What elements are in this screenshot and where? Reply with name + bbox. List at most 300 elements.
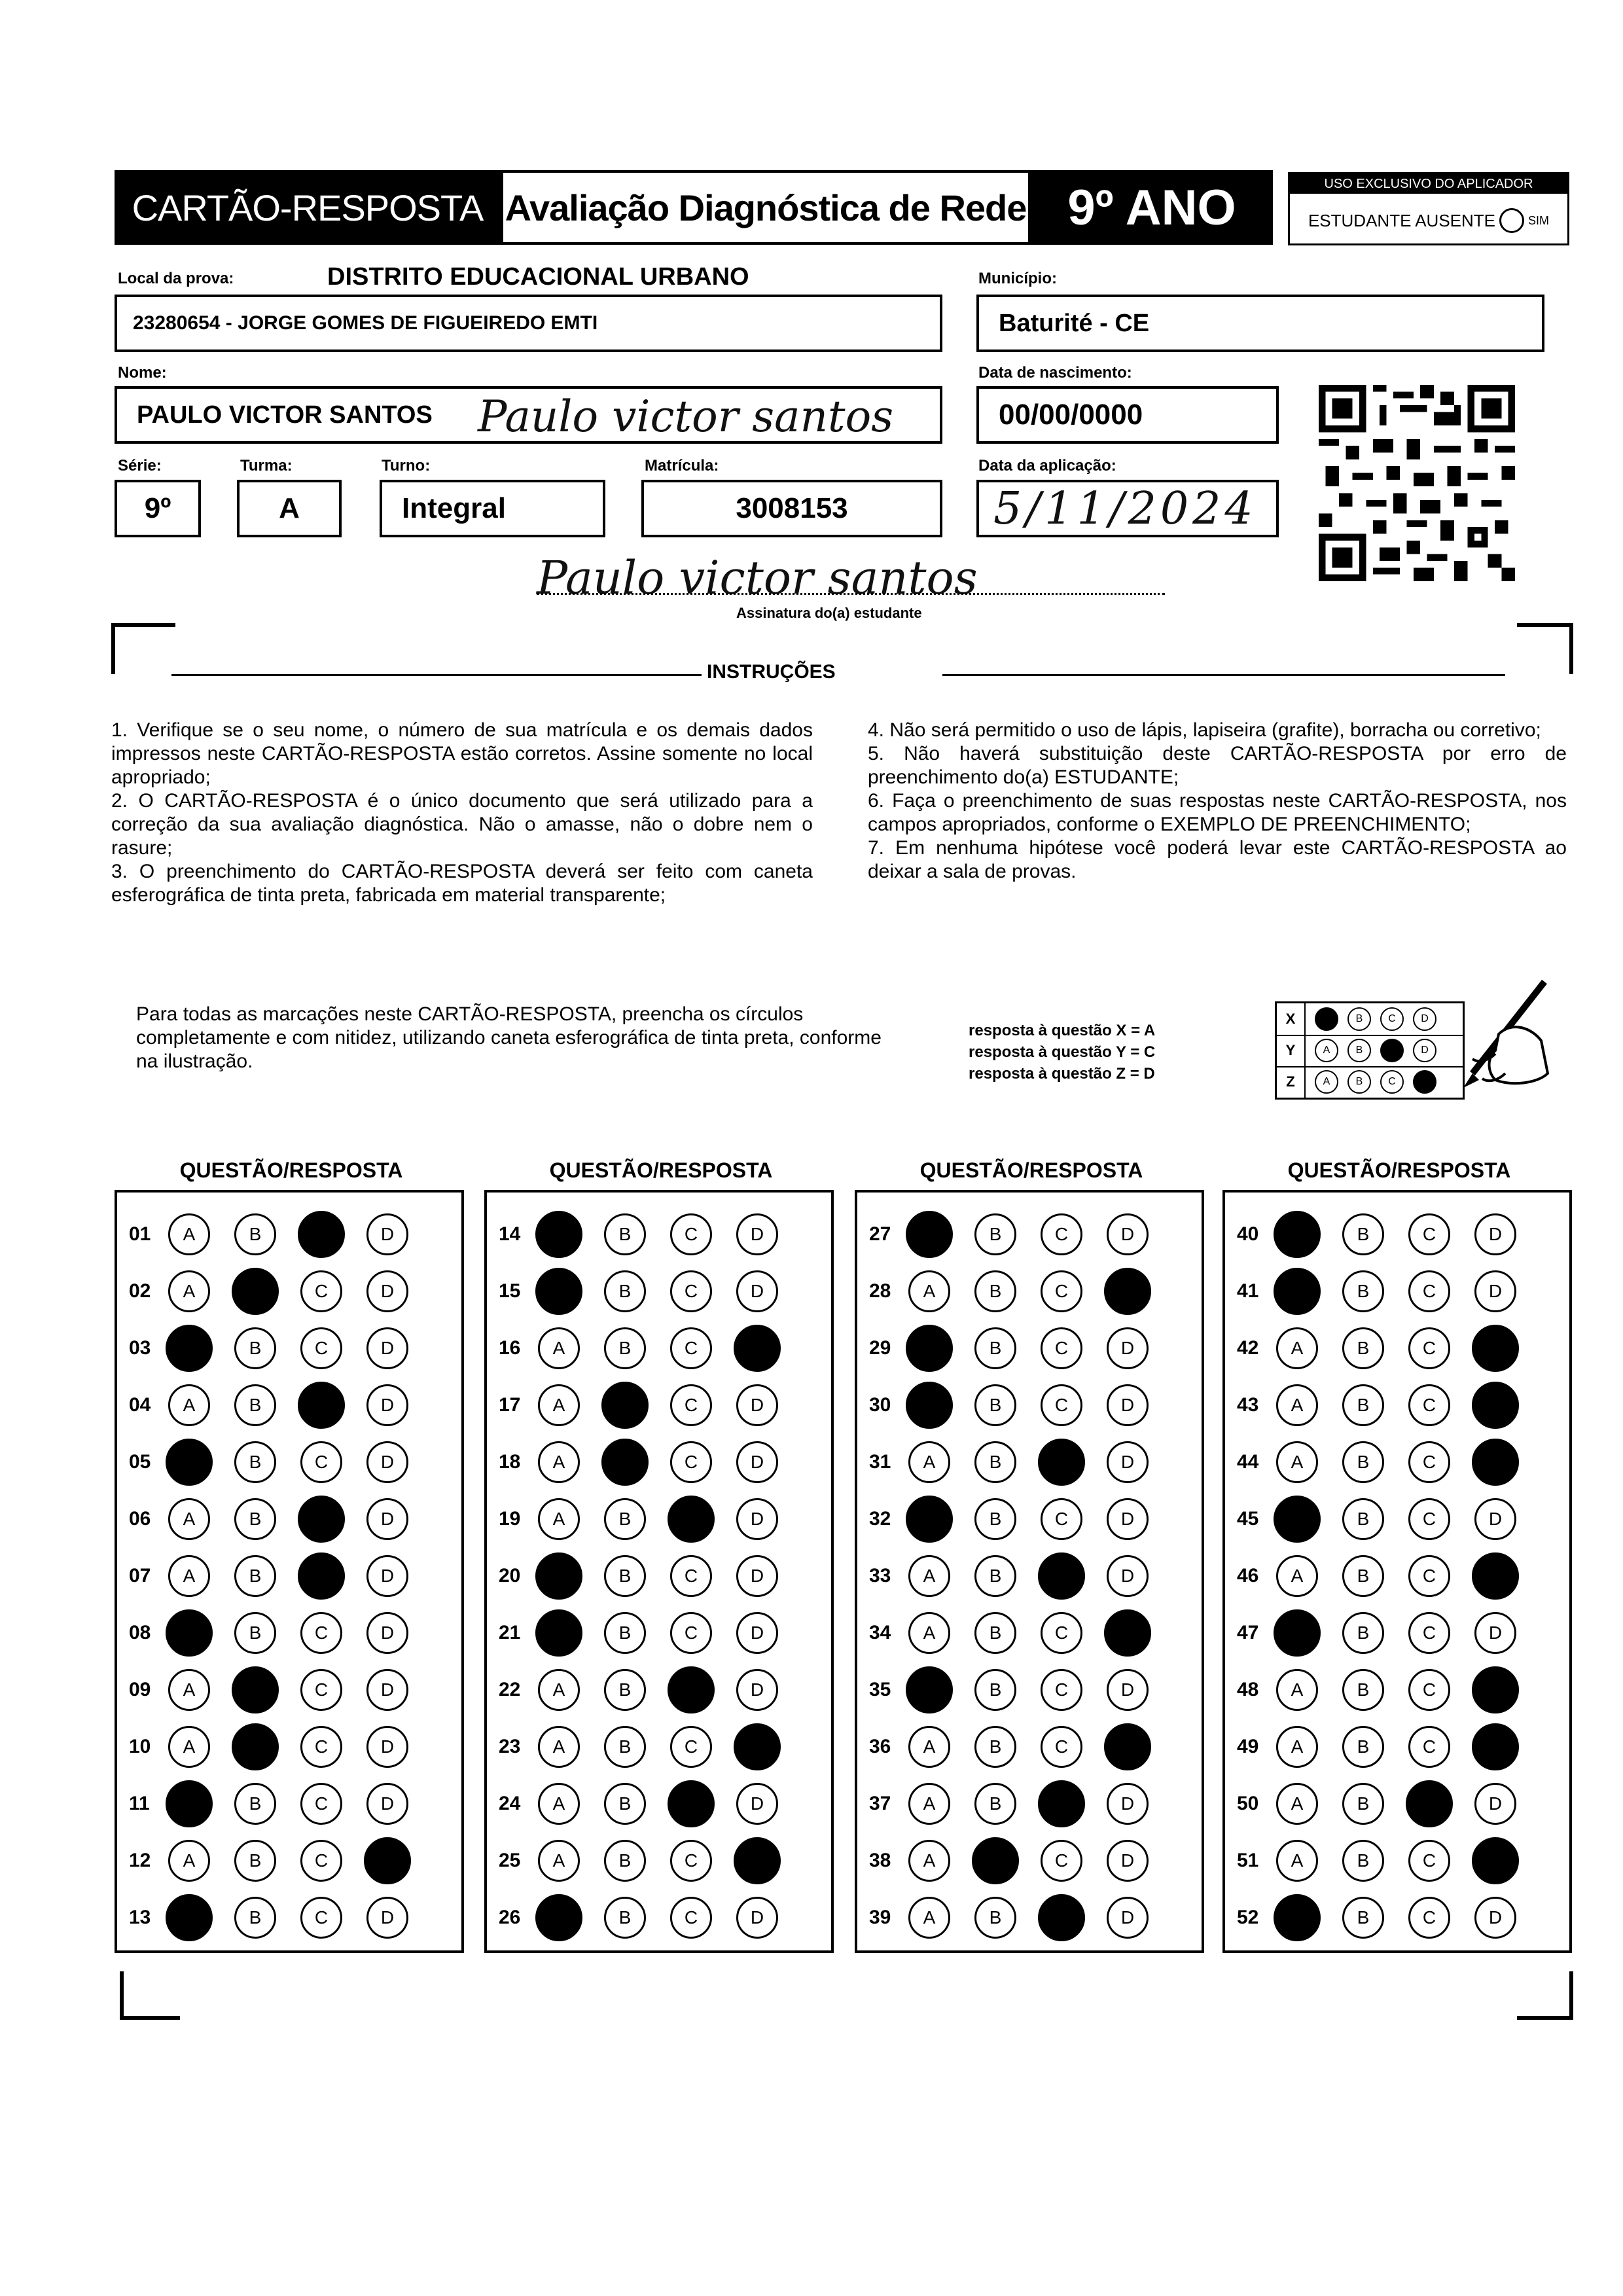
answer-bubble-filled[interactable] xyxy=(232,1268,279,1315)
answer-bubble-filled[interactable] xyxy=(1038,1552,1085,1600)
answer-bubble-filled[interactable] xyxy=(601,1382,649,1429)
answer-bubble[interactable]: C xyxy=(1041,1213,1082,1255)
answer-bubble[interactable]: D xyxy=(366,1441,408,1483)
answer-bubble[interactable]: A xyxy=(168,1213,210,1255)
instruction-4: 4. Não será permitido o uso de lápis, lapiseira (grafite), borracha ou corretivo; xyxy=(868,719,1541,741)
answer-bubble[interactable]: B xyxy=(1342,1612,1384,1654)
answer-bubble[interactable]: C xyxy=(300,1612,342,1654)
answer-bubble[interactable]: A xyxy=(538,1726,580,1768)
answer-bubble[interactable]: B xyxy=(1342,1213,1384,1255)
answer-bubble[interactable]: C xyxy=(1408,1897,1450,1939)
answer-bubble-filled[interactable] xyxy=(906,1382,953,1429)
nascimento-box xyxy=(976,386,1279,444)
question-row xyxy=(487,1433,831,1490)
answer-bubble[interactable]: B xyxy=(604,1840,646,1882)
instruction-6: 6. Faça o preenchimento de suas respostas neste CARTÃO-RESPOSTA, nos campos apropriados, conforme o EXEMPLO DE PREENCHIMENTO; xyxy=(868,790,1567,835)
answer-bubble[interactable]: D xyxy=(366,1783,408,1825)
answer-bubble[interactable]: D xyxy=(1474,1213,1516,1255)
serie-box xyxy=(115,480,201,537)
instructions-right xyxy=(868,719,1567,884)
answer-bubble[interactable]: D xyxy=(736,1897,778,1939)
answer-bubble[interactable]: D xyxy=(366,1726,408,1768)
answer-bubble[interactable]: A xyxy=(168,1384,210,1426)
question-number: 16 xyxy=(499,1336,521,1359)
answer-bubble[interactable]: D xyxy=(366,1612,408,1654)
answer-bubble[interactable]: B xyxy=(234,1213,276,1255)
answer-bubble[interactable]: B xyxy=(974,1270,1016,1312)
answer-bubble-filled[interactable] xyxy=(1274,1211,1321,1258)
answer-bubble[interactable]: C xyxy=(1408,1669,1450,1711)
nome-value: PAULO VICTOR SANTOS xyxy=(137,401,433,429)
grade-badge: 9º ANO xyxy=(1031,170,1273,245)
question-row xyxy=(117,1604,461,1661)
answer-bubble-filled[interactable] xyxy=(1104,1723,1151,1770)
answer-bubble[interactable]: B xyxy=(1342,1897,1384,1939)
question-number: 12 xyxy=(129,1849,151,1871)
instruction-3: 3. O preenchimento do CARTÃO-RESPOSTA deverá ser feito com caneta esferográfica de tinta preta, fabricada em material transparente; xyxy=(111,861,813,906)
question-number: 22 xyxy=(499,1678,521,1700)
card-title: CARTÃO-RESPOSTA xyxy=(115,170,501,245)
answer-bubble-filled[interactable] xyxy=(734,1723,781,1770)
example-bubble: A xyxy=(1315,1070,1338,1094)
answer-bubble[interactable]: C xyxy=(300,1669,342,1711)
answer-bubble-filled[interactable] xyxy=(535,1609,582,1657)
answer-bubble[interactable]: D xyxy=(1474,1270,1516,1312)
question-number: 49 xyxy=(1237,1735,1259,1757)
answer-bubble[interactable]: C xyxy=(1408,1327,1450,1369)
nascimento-label: Data de nascimento: xyxy=(978,364,1132,382)
answer-bubble-filled[interactable] xyxy=(734,1837,781,1884)
answer-bubble[interactable]: B xyxy=(1342,1441,1384,1483)
question-row xyxy=(857,1206,1202,1263)
answer-bubble-filled[interactable] xyxy=(668,1780,715,1827)
answer-bubble-filled[interactable] xyxy=(1472,1325,1519,1372)
answer-bubble[interactable]: B xyxy=(604,1669,646,1711)
answer-bubble[interactable]: A xyxy=(168,1555,210,1597)
question-row xyxy=(487,1490,831,1547)
answer-bubble[interactable]: B xyxy=(234,1555,276,1597)
answer-bubble[interactable]: B xyxy=(974,1726,1016,1768)
answer-column xyxy=(1222,1190,1572,1953)
answer-bubble[interactable]: C xyxy=(1408,1612,1450,1654)
local-label: Local da prova: xyxy=(118,270,234,287)
answer-bubble[interactable]: D xyxy=(1107,1384,1149,1426)
answer-bubble[interactable]: D xyxy=(1107,1783,1149,1825)
serie-value: 9º xyxy=(144,492,171,524)
answer-bubble[interactable]: B xyxy=(974,1327,1016,1369)
question-number: 52 xyxy=(1237,1906,1259,1928)
question-row xyxy=(857,1832,1202,1889)
answer-bubble[interactable]: A xyxy=(908,1441,950,1483)
answer-bubble[interactable]: B xyxy=(234,1897,276,1939)
answer-bubble[interactable]: C xyxy=(670,1840,712,1882)
answer-bubble[interactable]: B xyxy=(234,1612,276,1654)
answer-bubble-filled[interactable] xyxy=(668,1496,715,1543)
answer-bubble[interactable]: B xyxy=(1342,1669,1384,1711)
answer-bubble[interactable]: B xyxy=(974,1783,1016,1825)
answer-bubble-filled[interactable] xyxy=(906,1325,953,1372)
answer-bubble-filled[interactable] xyxy=(1038,1894,1085,1941)
answer-bubble[interactable]: A xyxy=(1276,1669,1318,1711)
question-number: 32 xyxy=(869,1507,891,1530)
answer-bubble-filled[interactable] xyxy=(298,1552,345,1600)
answer-bubble[interactable]: D xyxy=(366,1270,408,1312)
question-number: 05 xyxy=(129,1450,151,1473)
answer-bubble[interactable]: B xyxy=(604,1612,646,1654)
answer-bubble[interactable]: D xyxy=(1474,1897,1516,1939)
answer-bubble[interactable]: B xyxy=(974,1213,1016,1255)
question-number: 41 xyxy=(1237,1280,1259,1302)
answer-bubble-filled[interactable] xyxy=(535,1211,582,1258)
answer-bubble[interactable]: A xyxy=(168,1498,210,1540)
instruction-7: 7. Em nenhuma hipótese você poderá levar este CARTÃO-RESPOSTA ao deixar a sala de provas. xyxy=(868,837,1567,882)
answer-bubble[interactable]: C xyxy=(1408,1498,1450,1540)
answer-bubble[interactable]: D xyxy=(736,1783,778,1825)
answer-bubble[interactable]: D xyxy=(366,1327,408,1369)
question-number: 31 xyxy=(869,1450,891,1473)
answer-bubble[interactable]: A xyxy=(908,1726,950,1768)
example-row-label: X xyxy=(1277,1003,1306,1035)
answer-bubble[interactable]: C xyxy=(1041,1669,1082,1711)
municipio-value: Baturité - CE xyxy=(999,309,1150,337)
answer-bubble[interactable]: A xyxy=(538,1669,580,1711)
answer-bubble[interactable]: D xyxy=(1107,1441,1149,1483)
question-row xyxy=(117,1490,461,1547)
answer-bubble[interactable]: C xyxy=(670,1327,712,1369)
question-number: 36 xyxy=(869,1735,891,1757)
answer-bubble[interactable]: B xyxy=(974,1555,1016,1597)
answer-bubble[interactable]: C xyxy=(1041,1384,1082,1426)
answer-bubble[interactable]: A xyxy=(538,1441,580,1483)
answer-bubble-filled[interactable] xyxy=(1472,1666,1519,1713)
example-bubble: B xyxy=(1347,1039,1371,1062)
answer-bubble-filled[interactable] xyxy=(1274,1894,1321,1941)
answer-bubble[interactable]: A xyxy=(1276,1327,1318,1369)
answer-bubble[interactable]: B xyxy=(234,1384,276,1426)
answer-bubble[interactable]: D xyxy=(1107,1840,1149,1882)
instruction-1: 1. Verifique se o seu nome, o número de sua matrícula e os demais dados impressos neste CARTÃO-RESPOSTA estão corretos. Assine somente no local apropriado; xyxy=(111,719,813,788)
answer-bubble[interactable]: D xyxy=(1107,1213,1149,1255)
answer-bubble-filled[interactable] xyxy=(906,1496,953,1543)
answer-bubble[interactable]: D xyxy=(736,1612,778,1654)
question-row xyxy=(1225,1319,1569,1376)
answer-bubble[interactable]: B xyxy=(974,1498,1016,1540)
question-row xyxy=(117,1263,461,1319)
answer-bubble[interactable]: B xyxy=(1342,1270,1384,1312)
answer-bubble[interactable]: C xyxy=(300,1897,342,1939)
question-row xyxy=(117,1718,461,1775)
answer-bubble[interactable]: D xyxy=(736,1669,778,1711)
answer-bubble[interactable]: D xyxy=(736,1498,778,1540)
answer-bubble[interactable]: B xyxy=(974,1441,1016,1483)
answer-bubble[interactable]: D xyxy=(736,1384,778,1426)
answer-bubble-filled[interactable] xyxy=(364,1837,411,1884)
answer-bubble[interactable]: A xyxy=(908,1840,950,1882)
answer-bubble[interactable]: A xyxy=(1276,1783,1318,1825)
answer-bubble-filled[interactable] xyxy=(972,1837,1019,1884)
question-row xyxy=(487,1319,831,1376)
question-number: 39 xyxy=(869,1906,891,1928)
signature: Paulo victor santos xyxy=(537,551,978,605)
answer-bubble-filled[interactable] xyxy=(232,1723,279,1770)
answer-bubble[interactable]: C xyxy=(670,1213,712,1255)
answer-bubble[interactable]: C xyxy=(1041,1612,1082,1654)
answer-bubble[interactable]: C xyxy=(1041,1726,1082,1768)
answer-bubble-filled[interactable] xyxy=(1274,1496,1321,1543)
question-row xyxy=(857,1775,1202,1832)
answer-bubble[interactable]: C xyxy=(300,1726,342,1768)
answer-bubble[interactable]: B xyxy=(1342,1783,1384,1825)
question-number: 06 xyxy=(129,1507,151,1530)
answer-bubble-filled[interactable] xyxy=(1472,1439,1519,1486)
answer-bubble-filled[interactable] xyxy=(1104,1268,1151,1315)
example-legend xyxy=(969,1020,1257,1085)
answer-bubble[interactable]: B xyxy=(1342,1555,1384,1597)
answer-bubble[interactable]: C xyxy=(1408,1384,1450,1426)
answer-bubble[interactable]: C xyxy=(1408,1441,1450,1483)
answer-bubble[interactable]: B xyxy=(234,1327,276,1369)
answer-bubble[interactable]: D xyxy=(366,1897,408,1939)
question-number: 15 xyxy=(499,1280,521,1302)
turma-value: A xyxy=(279,492,300,524)
answer-bubble-filled[interactable] xyxy=(1274,1268,1321,1315)
answer-bubble-filled[interactable] xyxy=(166,1894,213,1941)
fill-instruction: Para todas as marcações neste CARTÃO-RESPOSTA, preencha os círculos completamente e com nitidez, utilizando caneta esferográfica de tinta preta, conforme na ilustração. xyxy=(136,1003,882,1072)
answer-bubble[interactable]: A xyxy=(1276,1384,1318,1426)
answer-bubble-filled[interactable] xyxy=(906,1666,953,1713)
answer-bubble[interactable]: D xyxy=(366,1555,408,1597)
answer-bubble-filled[interactable] xyxy=(1472,1382,1519,1429)
question-number: 40 xyxy=(1237,1223,1259,1245)
question-number: 35 xyxy=(869,1678,891,1700)
answer-bubble[interactable]: C xyxy=(670,1270,712,1312)
instructions-rule-right xyxy=(942,674,1505,676)
question-row xyxy=(1225,1832,1569,1889)
answer-bubble[interactable]: A xyxy=(538,1840,580,1882)
question-row xyxy=(117,1433,461,1490)
turno-value: Integral xyxy=(402,492,506,524)
answer-bubble[interactable]: D xyxy=(736,1270,778,1312)
answer-bubble[interactable]: D xyxy=(1107,1669,1149,1711)
answer-bubble[interactable]: B xyxy=(234,1840,276,1882)
instructions-left xyxy=(111,719,813,907)
question-row xyxy=(1225,1661,1569,1718)
answer-bubble[interactable]: A xyxy=(1276,1441,1318,1483)
column-title: QUESTÃO/RESPOSTA xyxy=(1287,1158,1511,1182)
answer-bubble[interactable]: B xyxy=(604,1555,646,1597)
answer-bubble[interactable]: A xyxy=(168,1726,210,1768)
answer-bubble[interactable]: C xyxy=(300,1783,342,1825)
answer-bubble-filled[interactable] xyxy=(668,1666,715,1713)
answer-bubble[interactable]: B xyxy=(604,1270,646,1312)
matricula-value: 3008153 xyxy=(736,492,848,524)
answer-bubble[interactable]: B xyxy=(1342,1327,1384,1369)
answer-bubble[interactable]: C xyxy=(300,1327,342,1369)
answer-bubble[interactable]: A xyxy=(908,1270,950,1312)
question-row xyxy=(487,1832,831,1889)
answer-bubble[interactable]: B xyxy=(234,1498,276,1540)
question-row xyxy=(1225,1376,1569,1433)
answer-bubble[interactable]: C xyxy=(670,1441,712,1483)
answer-bubble[interactable]: C xyxy=(1041,1840,1082,1882)
answer-bubble[interactable]: A xyxy=(1276,1555,1318,1597)
answer-bubble[interactable]: A xyxy=(538,1327,580,1369)
question-number: 04 xyxy=(129,1393,151,1416)
applicator-box xyxy=(1288,172,1569,245)
matricula-label: Matrícula: xyxy=(645,457,719,475)
answer-bubble[interactable]: C xyxy=(300,1441,342,1483)
municipio-label: Município: xyxy=(978,270,1057,287)
answer-bubble[interactable]: C xyxy=(670,1612,712,1654)
answer-bubble[interactable]: B xyxy=(974,1384,1016,1426)
nome-handwritten: Paulo victor santos xyxy=(478,391,894,442)
question-row xyxy=(117,1206,461,1263)
answer-bubble[interactable]: B xyxy=(234,1783,276,1825)
question-number: 10 xyxy=(129,1735,151,1757)
answer-bubble[interactable]: A xyxy=(168,1270,210,1312)
answer-bubble-filled[interactable] xyxy=(535,1268,582,1315)
answer-bubble-filled[interactable] xyxy=(1274,1609,1321,1657)
answer-bubble-filled[interactable] xyxy=(1038,1439,1085,1486)
answer-bubble-filled[interactable] xyxy=(166,1609,213,1657)
answer-bubble[interactable]: D xyxy=(366,1384,408,1426)
answer-bubble[interactable]: D xyxy=(366,1498,408,1540)
answer-bubble[interactable]: A xyxy=(538,1384,580,1426)
example-bubble: A xyxy=(1315,1039,1338,1062)
answer-bubble[interactable]: C xyxy=(300,1270,342,1312)
answer-bubble[interactable]: A xyxy=(908,1897,950,1939)
answer-bubble[interactable]: C xyxy=(1408,1840,1450,1882)
answer-bubble-filled[interactable] xyxy=(601,1439,649,1486)
question-row xyxy=(857,1263,1202,1319)
answer-bubble[interactable]: D xyxy=(1107,1897,1149,1939)
answer-bubble[interactable]: B xyxy=(604,1213,646,1255)
signature-label: Assinatura do(a) estudante xyxy=(736,605,922,621)
answer-bubble[interactable]: C xyxy=(1408,1726,1450,1768)
local-box xyxy=(115,295,942,352)
answer-bubble-filled[interactable] xyxy=(232,1666,279,1713)
question-number: 03 xyxy=(129,1336,151,1359)
question-row xyxy=(857,1319,1202,1376)
answer-bubble-filled[interactable] xyxy=(298,1382,345,1429)
answer-bubble[interactable]: B xyxy=(604,1498,646,1540)
answer-bubble[interactable]: D xyxy=(736,1555,778,1597)
answer-bubble[interactable]: C xyxy=(670,1726,712,1768)
instruction-2: 2. O CARTÃO-RESPOSTA é o único documento que será utilizado para a correção da sua avaliação diagnóstica. Não o amasse, não o dobre nem o rasure; xyxy=(111,790,813,859)
instructions-rule-left xyxy=(171,674,702,676)
answer-bubble-filled[interactable] xyxy=(906,1211,953,1258)
question-row xyxy=(857,1490,1202,1547)
answer-bubble[interactable]: D xyxy=(1107,1555,1149,1597)
question-row xyxy=(1225,1433,1569,1490)
answer-bubble[interactable]: B xyxy=(604,1327,646,1369)
answer-bubble-filled[interactable] xyxy=(298,1496,345,1543)
answer-bubble-filled[interactable] xyxy=(298,1211,345,1258)
answer-bubble[interactable]: C xyxy=(1408,1555,1450,1597)
matricula-box xyxy=(641,480,942,537)
answer-bubble[interactable]: B xyxy=(974,1612,1016,1654)
answer-bubble[interactable]: D xyxy=(1107,1498,1149,1540)
answer-bubble-filled[interactable] xyxy=(535,1894,582,1941)
answer-bubble-filled[interactable] xyxy=(166,1439,213,1486)
question-row xyxy=(487,1661,831,1718)
answer-bubble[interactable]: C xyxy=(1041,1327,1082,1369)
answer-bubble[interactable]: B xyxy=(1342,1384,1384,1426)
answer-bubble[interactable]: C xyxy=(670,1384,712,1426)
answer-bubble[interactable]: A xyxy=(1276,1726,1318,1768)
answer-bubble[interactable]: C xyxy=(670,1897,712,1939)
answer-bubble[interactable]: C xyxy=(670,1555,712,1597)
answer-bubble-filled[interactable] xyxy=(166,1325,213,1372)
answer-bubble[interactable]: C xyxy=(1041,1270,1082,1312)
answer-bubble[interactable]: B xyxy=(234,1441,276,1483)
absent-bubble[interactable] xyxy=(1499,208,1524,233)
answer-bubble-filled[interactable] xyxy=(1472,1552,1519,1600)
answer-bubble[interactable]: A xyxy=(538,1783,580,1825)
answer-bubble[interactable]: D xyxy=(1474,1498,1516,1540)
answer-bubble[interactable]: D xyxy=(736,1213,778,1255)
answer-bubble[interactable]: B xyxy=(604,1783,646,1825)
answer-bubble-filled[interactable] xyxy=(1104,1609,1151,1657)
answer-bubble-filled[interactable] xyxy=(1038,1780,1085,1827)
answer-bubble[interactable]: B xyxy=(604,1726,646,1768)
answer-bubble[interactable]: A xyxy=(908,1783,950,1825)
answer-bubble[interactable]: D xyxy=(1474,1612,1516,1654)
question-row xyxy=(487,1604,831,1661)
answer-bubble[interactable]: D xyxy=(736,1441,778,1483)
answer-bubble[interactable]: B xyxy=(1342,1840,1384,1882)
answer-bubble[interactable]: D xyxy=(1107,1327,1149,1369)
example-bubble: B xyxy=(1347,1007,1371,1031)
turma-box xyxy=(237,480,342,537)
answer-bubble-filled[interactable] xyxy=(166,1780,213,1827)
applicator-only-label: USO EXCLUSIVO DO APLICADOR xyxy=(1290,174,1567,194)
answer-bubble-filled[interactable] xyxy=(1472,1837,1519,1884)
answer-bubble[interactable]: A xyxy=(168,1669,210,1711)
answer-bubble[interactable]: D xyxy=(1474,1783,1516,1825)
answer-bubble[interactable]: C xyxy=(1041,1498,1082,1540)
answer-bubble[interactable]: C xyxy=(1408,1270,1450,1312)
answer-bubble[interactable]: B xyxy=(974,1669,1016,1711)
answer-bubble[interactable]: A xyxy=(908,1555,950,1597)
answer-bubble[interactable]: D xyxy=(366,1213,408,1255)
column-title: QUESTÃO/RESPOSTA xyxy=(179,1158,403,1182)
answer-bubble[interactable]: A xyxy=(908,1612,950,1654)
answer-bubble-filled[interactable] xyxy=(535,1552,582,1600)
question-number: 43 xyxy=(1237,1393,1259,1416)
question-number: 47 xyxy=(1237,1621,1259,1643)
answer-bubble[interactable]: C xyxy=(300,1840,342,1882)
answer-bubble-filled[interactable] xyxy=(1406,1780,1453,1827)
answer-bubble-filled[interactable] xyxy=(1472,1723,1519,1770)
question-number: 14 xyxy=(499,1223,521,1245)
answer-bubble[interactable]: D xyxy=(366,1669,408,1711)
question-number: 50 xyxy=(1237,1792,1259,1814)
answer-bubble[interactable]: B xyxy=(974,1897,1016,1939)
question-row xyxy=(1225,1206,1569,1263)
answer-bubble[interactable]: B xyxy=(1342,1498,1384,1540)
answer-bubble[interactable]: B xyxy=(1342,1726,1384,1768)
answer-bubble-filled[interactable] xyxy=(734,1325,781,1372)
answer-bubble[interactable]: A xyxy=(1276,1840,1318,1882)
answer-bubble[interactable]: A xyxy=(538,1498,580,1540)
signature-line xyxy=(537,593,1165,595)
question-row xyxy=(1225,1775,1569,1832)
question-row xyxy=(857,1433,1202,1490)
answer-bubble[interactable]: A xyxy=(168,1840,210,1882)
answer-bubble[interactable]: B xyxy=(604,1897,646,1939)
answer-bubble[interactable]: C xyxy=(1408,1213,1450,1255)
